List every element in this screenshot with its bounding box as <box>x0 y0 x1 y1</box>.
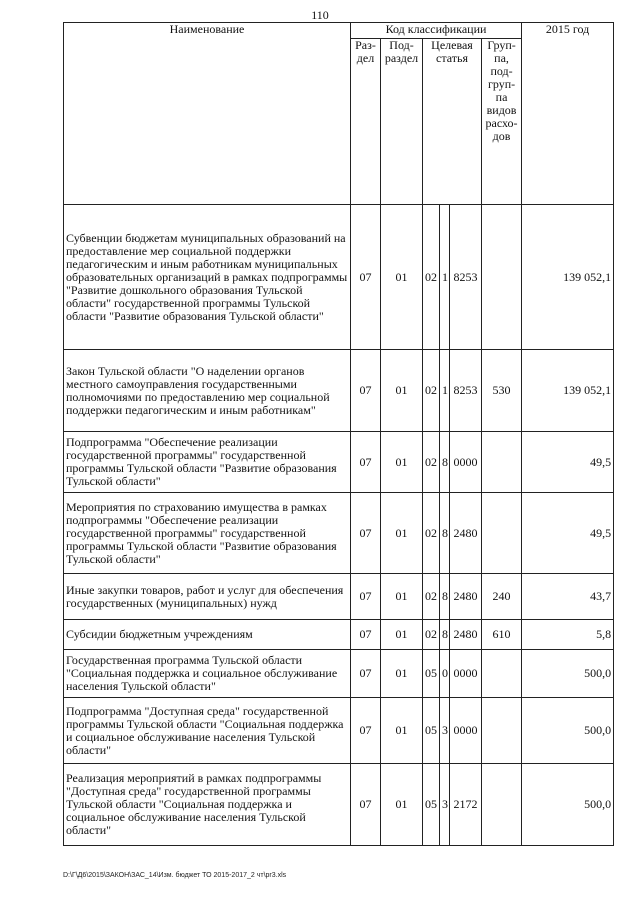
row-target-2: 3 <box>440 764 450 846</box>
row-subsection: 01 <box>381 574 423 620</box>
row-amount: 43,7 <box>522 574 614 620</box>
row-group <box>482 650 522 698</box>
header-name: Наименование <box>64 23 351 205</box>
row-amount: 139 052,1 <box>522 350 614 432</box>
row-amount: 139 052,1 <box>522 205 614 350</box>
table-row <box>64 432 614 493</box>
row-section: 07 <box>351 764 381 846</box>
table-row <box>64 620 614 650</box>
table-row <box>64 493 614 574</box>
row-target-3: 2480 <box>450 620 482 650</box>
row-group <box>482 432 522 493</box>
row-name: Субвенции бюджетам муниципальных образований на предоставление мер социальной поддержки педагогическим и иным работникам муниципальных образовательных организаций в рамках подпрограммы "Развитие дошкольного образования Тульской области" государственной программы Тульской области "Развитие образования Тульской области" <box>64 205 351 350</box>
row-group <box>482 698 522 764</box>
row-target-2: 0 <box>440 650 450 698</box>
header-section: Раз- дел <box>351 39 381 205</box>
row-amount: 5,8 <box>522 620 614 650</box>
row-target-2: 3 <box>440 698 450 764</box>
row-section: 07 <box>351 493 381 574</box>
header-target-article: Целевая статья <box>423 39 482 205</box>
row-group: 610 <box>482 620 522 650</box>
row-target-1: 02 <box>423 432 440 493</box>
row-section: 07 <box>351 698 381 764</box>
table-row <box>64 698 614 764</box>
header-expense-group: Груп- па, под- груп- па видов расхо- дов <box>482 39 522 205</box>
row-target-2: 8 <box>440 432 450 493</box>
row-target-3: 0000 <box>450 650 482 698</box>
row-group <box>482 493 522 574</box>
row-name: Иные закупки товаров, работ и услуг для обеспечения государственных (муниципальных) нужд <box>64 574 351 620</box>
row-section: 07 <box>351 574 381 620</box>
table-row <box>64 574 614 620</box>
table-row <box>64 205 614 350</box>
table-row <box>64 764 614 846</box>
header-year: 2015 год <box>522 23 614 205</box>
row-group: 530 <box>482 350 522 432</box>
row-section: 07 <box>351 432 381 493</box>
row-target-3: 8253 <box>450 205 482 350</box>
row-section: 07 <box>351 650 381 698</box>
row-target-1: 02 <box>423 574 440 620</box>
row-target-2: 8 <box>440 493 450 574</box>
header-subsection: Под- раздел <box>381 39 423 205</box>
row-target-3: 2172 <box>450 764 482 846</box>
row-name: Подпрограмма "Доступная среда" государственной программы Тульской области "Социальная поддержка и социальное обслуживание населения Тульской области" <box>64 698 351 764</box>
budget-table <box>63 22 614 846</box>
row-target-1: 02 <box>423 493 440 574</box>
row-section: 07 <box>351 350 381 432</box>
row-name: Подпрограмма "Обеспечение реализации государственной программы" государственной программы Тульской области "Развитие образования Тульской области" <box>64 432 351 493</box>
row-target-1: 05 <box>423 698 440 764</box>
row-subsection: 01 <box>381 698 423 764</box>
row-target-3: 0000 <box>450 432 482 493</box>
row-group: 240 <box>482 574 522 620</box>
row-target-3: 2480 <box>450 493 482 574</box>
row-target-1: 02 <box>423 350 440 432</box>
row-target-1: 02 <box>423 205 440 350</box>
header-classification: Код классификации <box>351 23 522 39</box>
row-target-2: 1 <box>440 205 450 350</box>
row-group <box>482 205 522 350</box>
row-name: Субсидии бюджетным учреждениям <box>64 620 351 650</box>
row-section: 07 <box>351 620 381 650</box>
row-subsection: 01 <box>381 432 423 493</box>
row-amount: 500,0 <box>522 698 614 764</box>
table-row <box>64 650 614 698</box>
row-target-2: 8 <box>440 574 450 620</box>
file-path-footer: D:\Г\Д6\2015\ЗАКОН\ЗАС_14\Изм. бюджет ТО 2015-2017_2 чт\pr3.xls <box>63 872 287 879</box>
row-subsection: 01 <box>381 764 423 846</box>
row-subsection: 01 <box>381 650 423 698</box>
row-name: Мероприятия по страхованию имущества в рамках подпрограммы "Обеспечение реализации государственной программы" государственной программы Тульской области "Развитие образования Тульской области" <box>64 493 351 574</box>
row-name: Реализация мероприятий в рамках подпрограммы "Доступная среда" государственной программы Тульской области "Социальная поддержка и социальное обслуживание населения Тульской области" <box>64 764 351 846</box>
row-target-3: 8253 <box>450 350 482 432</box>
row-target-3: 0000 <box>450 698 482 764</box>
row-subsection: 01 <box>381 205 423 350</box>
row-name: Закон Тульской области "О наделении органов местного самоуправления государственными полномочиями по предоставлению мер социальной поддержки педагогическим и иным работникам" <box>64 350 351 432</box>
row-amount: 49,5 <box>522 493 614 574</box>
row-subsection: 01 <box>381 493 423 574</box>
row-group <box>482 764 522 846</box>
row-name: Государственная программа Тульской области "Социальная поддержка и социальное обслуживание населения Тульской области" <box>64 650 351 698</box>
table-row <box>64 350 614 432</box>
row-subsection: 01 <box>381 620 423 650</box>
row-amount: 49,5 <box>522 432 614 493</box>
page-number: 110 <box>311 8 329 22</box>
row-amount: 500,0 <box>522 764 614 846</box>
row-target-1: 05 <box>423 764 440 846</box>
row-target-2: 1 <box>440 350 450 432</box>
row-subsection: 01 <box>381 350 423 432</box>
row-target-1: 02 <box>423 620 440 650</box>
row-target-1: 05 <box>423 650 440 698</box>
row-target-3: 2480 <box>450 574 482 620</box>
row-target-2: 8 <box>440 620 450 650</box>
row-amount: 500,0 <box>522 650 614 698</box>
row-section: 07 <box>351 205 381 350</box>
